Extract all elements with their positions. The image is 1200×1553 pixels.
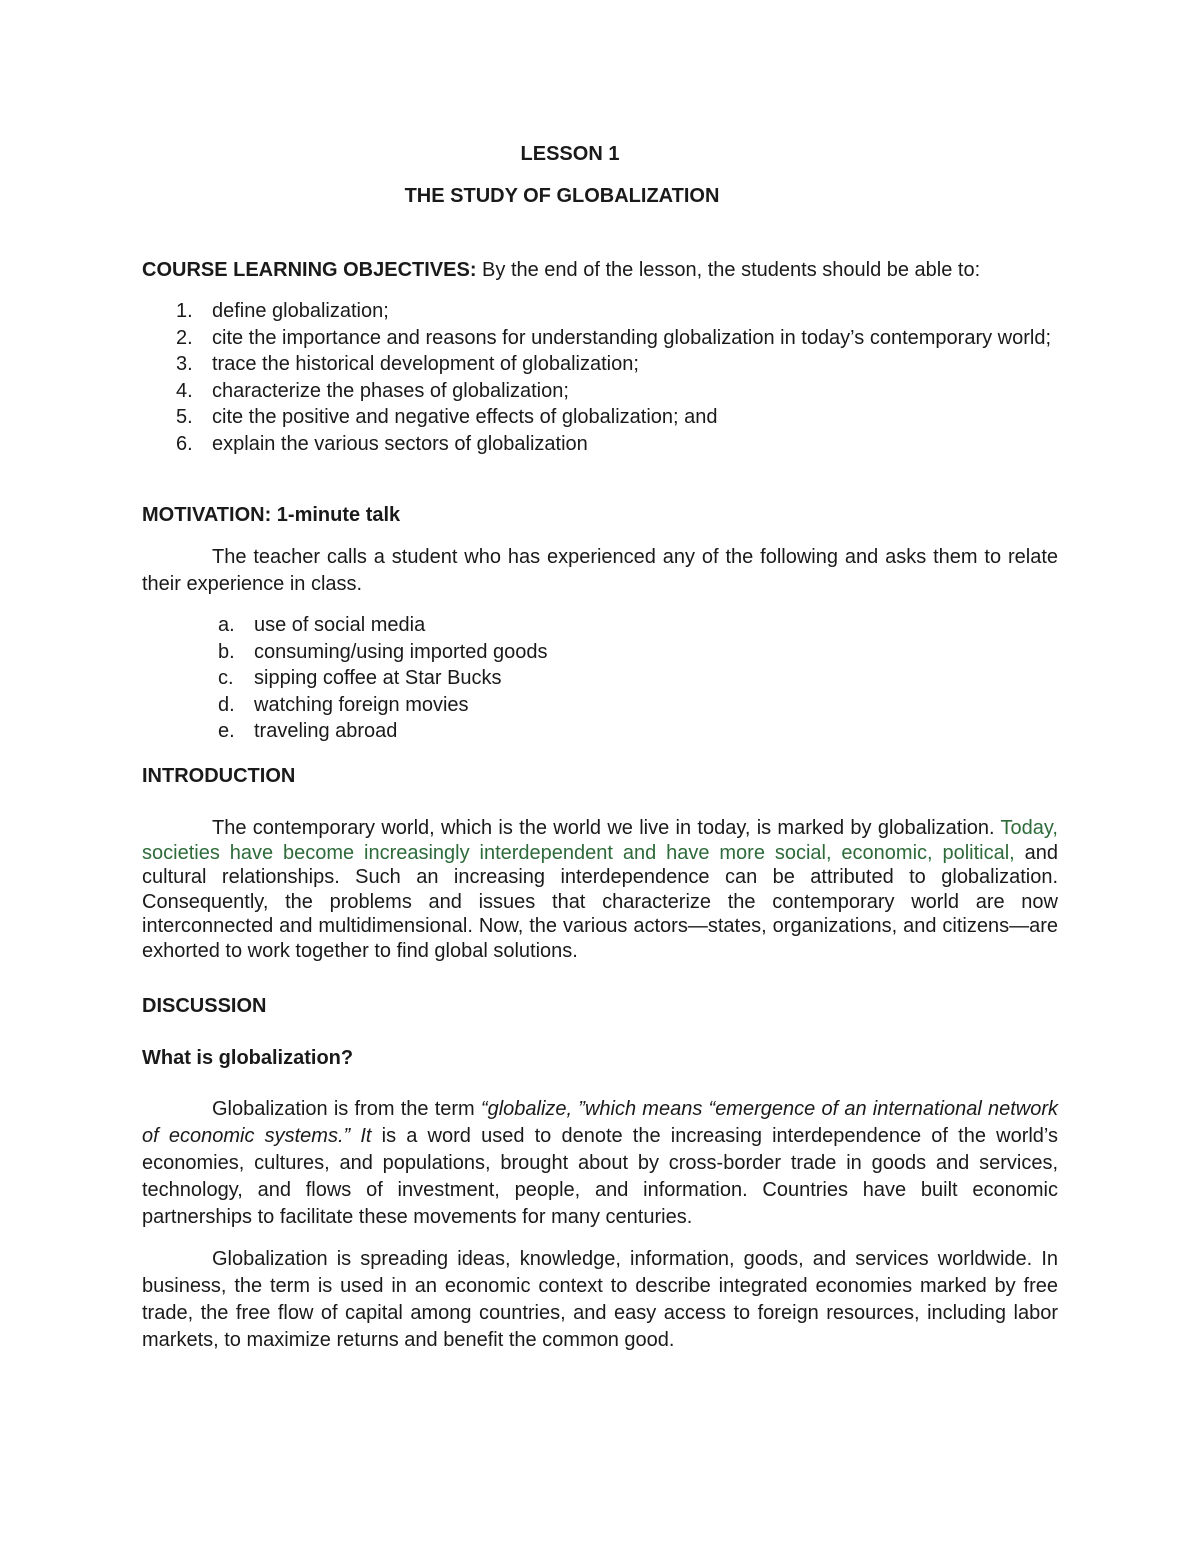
list-number: 5. (176, 406, 193, 428)
objectives-list (142, 298, 1058, 457)
list-item (142, 718, 1058, 745)
motivation-text: The teacher calls a student who has experienced any of the following and asks them to relate their experience in class. (142, 546, 1058, 595)
discussion-subheading: What is globalization? (142, 1047, 354, 1069)
list-text: cite the positive and negative effects of globalization; and (212, 406, 718, 428)
list-letter: e. (218, 720, 235, 742)
list-item (142, 612, 1058, 639)
list-item (142, 378, 1058, 405)
list-text: characterize the phases of globalization; (212, 379, 569, 402)
list-item (142, 298, 1058, 325)
list-text: watching foreign movies (254, 693, 469, 716)
list-number: 3. (176, 353, 193, 375)
list-text: cite the importance and reasons for understanding globalization in today’s contemporary world; (212, 326, 1052, 349)
introduction-paragraph (142, 816, 1058, 963)
list-text: explain the various sectors of globalization (212, 432, 588, 455)
introduction-highlight: Today, societies have become increasingly interdependent and have more social, economic, political, (142, 817, 1058, 864)
list-text: consuming/using imported goods (254, 640, 548, 663)
list-text: trace the historical development of globalization; (212, 353, 639, 375)
list-text: sipping coffee at Star Bucks (254, 667, 502, 689)
list-letter: b. (218, 640, 235, 663)
discussion-text-2: Globalization is spreading ideas, knowledge, information, goods, and services worldwide. In business, the term is used in an economic context to describe integrated economies marked by free trade, the free flow of capital among countries, and easy access to foreign resources, including labor markets, to maximize returns and benefit the common good. (142, 1248, 1058, 1351)
list-number: 1. (176, 300, 193, 322)
list-letter: c. (218, 667, 234, 689)
objectives-intro (142, 258, 1058, 282)
list-letter: d. (218, 693, 235, 716)
list-number: 2. (176, 326, 193, 349)
introduction-text-1: The contemporary world, which is the world we live in today, is marked by globalization. (212, 817, 1001, 839)
list-item (142, 351, 1058, 378)
list-text: define globalization; (212, 300, 389, 322)
motivation-paragraph (142, 544, 1058, 597)
discussion-text-1a: Globalization is from the term (212, 1098, 481, 1120)
list-item (142, 639, 1058, 666)
list-item (142, 431, 1058, 458)
discussion-paragraph-2 (142, 1246, 1058, 1354)
discussion-text-1b: “globalize, ”which means “emergence of an international network of economic systems.” It (142, 1098, 1058, 1147)
list-item (142, 665, 1058, 692)
lesson-number: LESSON 1 (520, 143, 620, 165)
document-page (142, 0, 1058, 1553)
list-number: 4. (176, 379, 193, 402)
list-text: traveling abroad (254, 720, 398, 742)
objectives-intro-text: By the end of the lesson, the students should be able to: (476, 259, 981, 281)
discussion-paragraph-1 (142, 1096, 1058, 1231)
list-item (142, 692, 1058, 719)
list-letter: a. (218, 614, 235, 636)
lesson-title: THE STUDY OF GLOBALIZATION (404, 185, 720, 207)
motivation-list (142, 612, 1058, 745)
list-number: 6. (176, 432, 193, 455)
list-item (142, 404, 1058, 431)
motivation-heading: MOTIVATION: 1-minute talk (142, 504, 401, 526)
discussion-text-1c: is a word used to denote the increasing interdependence of the world’s economies, cultures, and populations, brought about by cross-border trade in goods and services, technology, and flows of investment, people, and information. Countries have built economic partnerships to facilitate these movements for many centuries. (142, 1125, 1058, 1228)
list-item (142, 325, 1058, 352)
introduction-heading: INTRODUCTION (142, 765, 296, 787)
objectives-label: COURSE LEARNING OBJECTIVES: (142, 259, 477, 281)
introduction-text-2: and cultural relationships. Such an increasing interdependence can be attributed to globalization. Consequently, the problems and issues that characterize the contemporary world are now interconnected and multidimensional. Now, the various actors—states, organizations, and citizens—are exhorted to work together to find global solutions. (142, 841, 1058, 962)
discussion-heading: DISCUSSION (142, 995, 267, 1017)
list-text: use of social media (254, 614, 426, 636)
